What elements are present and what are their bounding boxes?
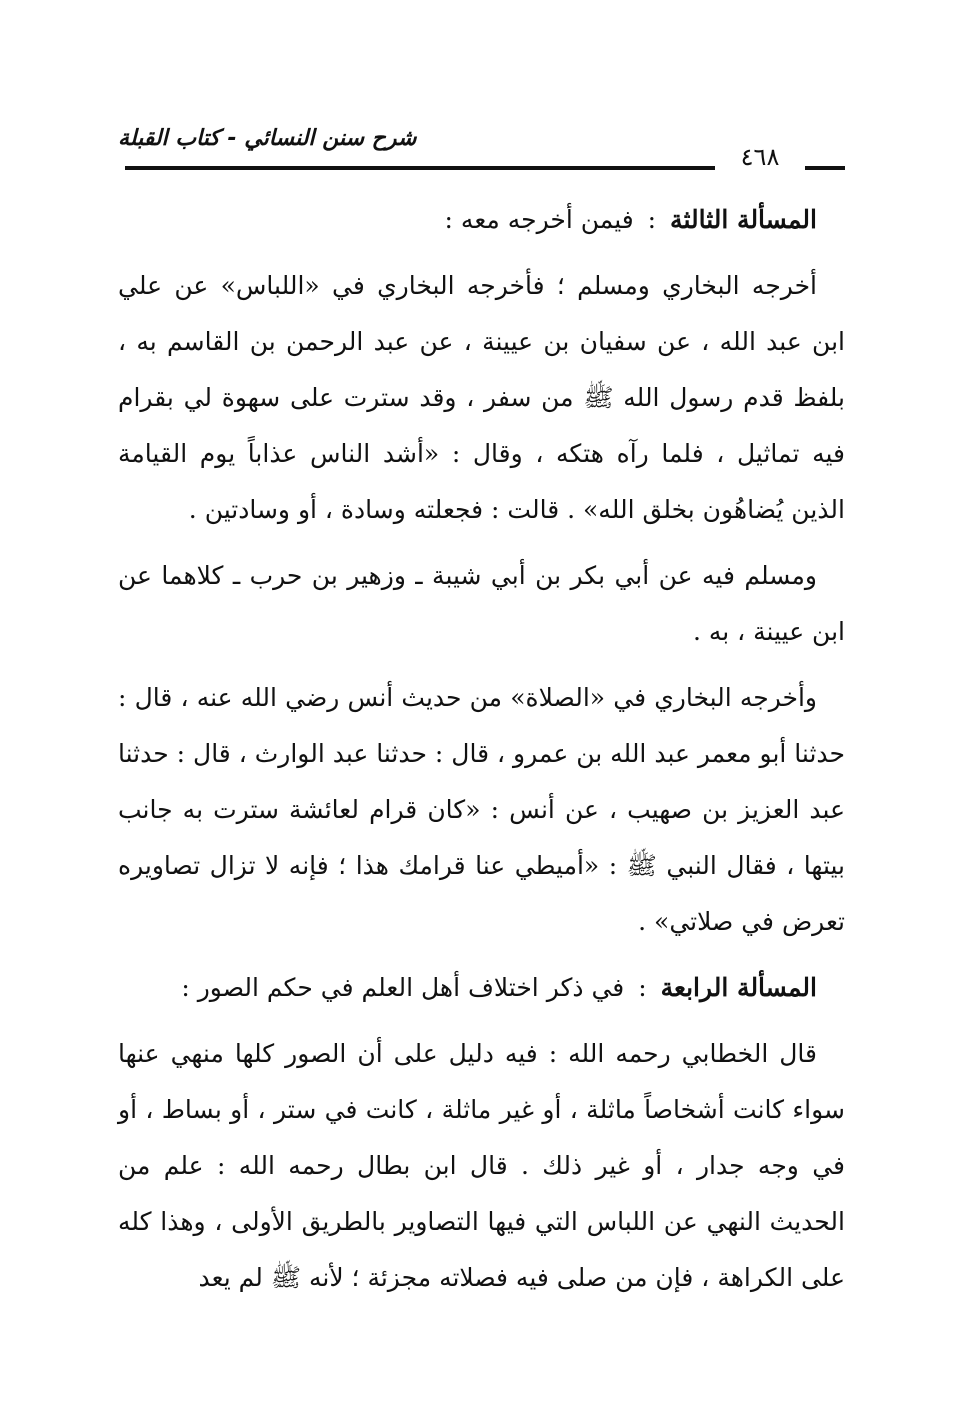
paragraph: وأخرجه البخاري في «الصلاة» من حديث أنس رضي الله عنه ، قال : حدثنا أبو معمر عبد الله بن عمرو ، قال : حدثنا عبد الوارث ، قال : حدثنا عبد العزيز بن صهيب ، عن أنس : «كان قرام لعائشة سترت به جانب بيتها ، فقال النبي ﷺ : «أميطي عنا قرامك هذا ؛ فإنه لا تزال تصاويره تعرض في صلاتي» . [118,683,845,936]
page-body [118,192,845,1316]
header-rule [125,166,715,170]
paragraph: ومسلم فيه عن أبي بكر بن أبي شيبة ـ وزهير بن حرب ـ كلاهما عن ابن عيينة ، به . [118,561,845,646]
section-heading-q4 [118,960,845,1016]
page-number-dash [805,166,845,170]
section-separator: : [638,973,647,1002]
page-number: ٤٦٨ [740,143,780,171]
section-label: المسألة الرابعة [660,973,817,1002]
section-separator: : [647,205,657,234]
section-heading-q3 [118,192,845,248]
section-text: فيمن أخرجه معه : [444,205,634,234]
paragraph: قال الخطابي رحمه الله : فيه دليل على أن الصور كلها منهي عنها سواء كانت أشخاصاً ماثلة ، أو غير ماثلة ، كانت في ستر ، أو بساط ، أو في وجه جدار ، أو غير ذلك . قال ابن بطال رحمه الله : علم من الحديث النهي عن اللباس التي فيها التصاوير بالطريق الأولى ، وهذا كله على الكراهة ، فإن من صلى فيه فصلاته مجزئة ؛ لأنه ﷺ لم يعد [118,1039,845,1292]
section-label: المسألة الثالثة [670,205,817,234]
section-text: في ذكر اختلاف أهل العلم في حكم الصور : [181,973,625,1002]
paragraph: أخرجه البخاري ومسلم ؛ فأخرجه البخاري في «اللباس» عن علي ابن عبد الله ، عن سفيان بن عيينة ، عن عبد الرحمن بن القاسم به ، بلفظ قدم رسول الله ﷺ من سفر ، وقد سترت على سهوة لي بقرام فيه تماثيل ، فلما رآه هتكه ، وقال : «أشد الناس عذاباً يوم القيامة الذين يُضاهُون بخلق الله» . قالت : فجعلته وسادة ، أو وسادتين . [118,271,845,524]
running-header-title: شرح سنن النسائي - كتاب القبلة [118,126,417,151]
